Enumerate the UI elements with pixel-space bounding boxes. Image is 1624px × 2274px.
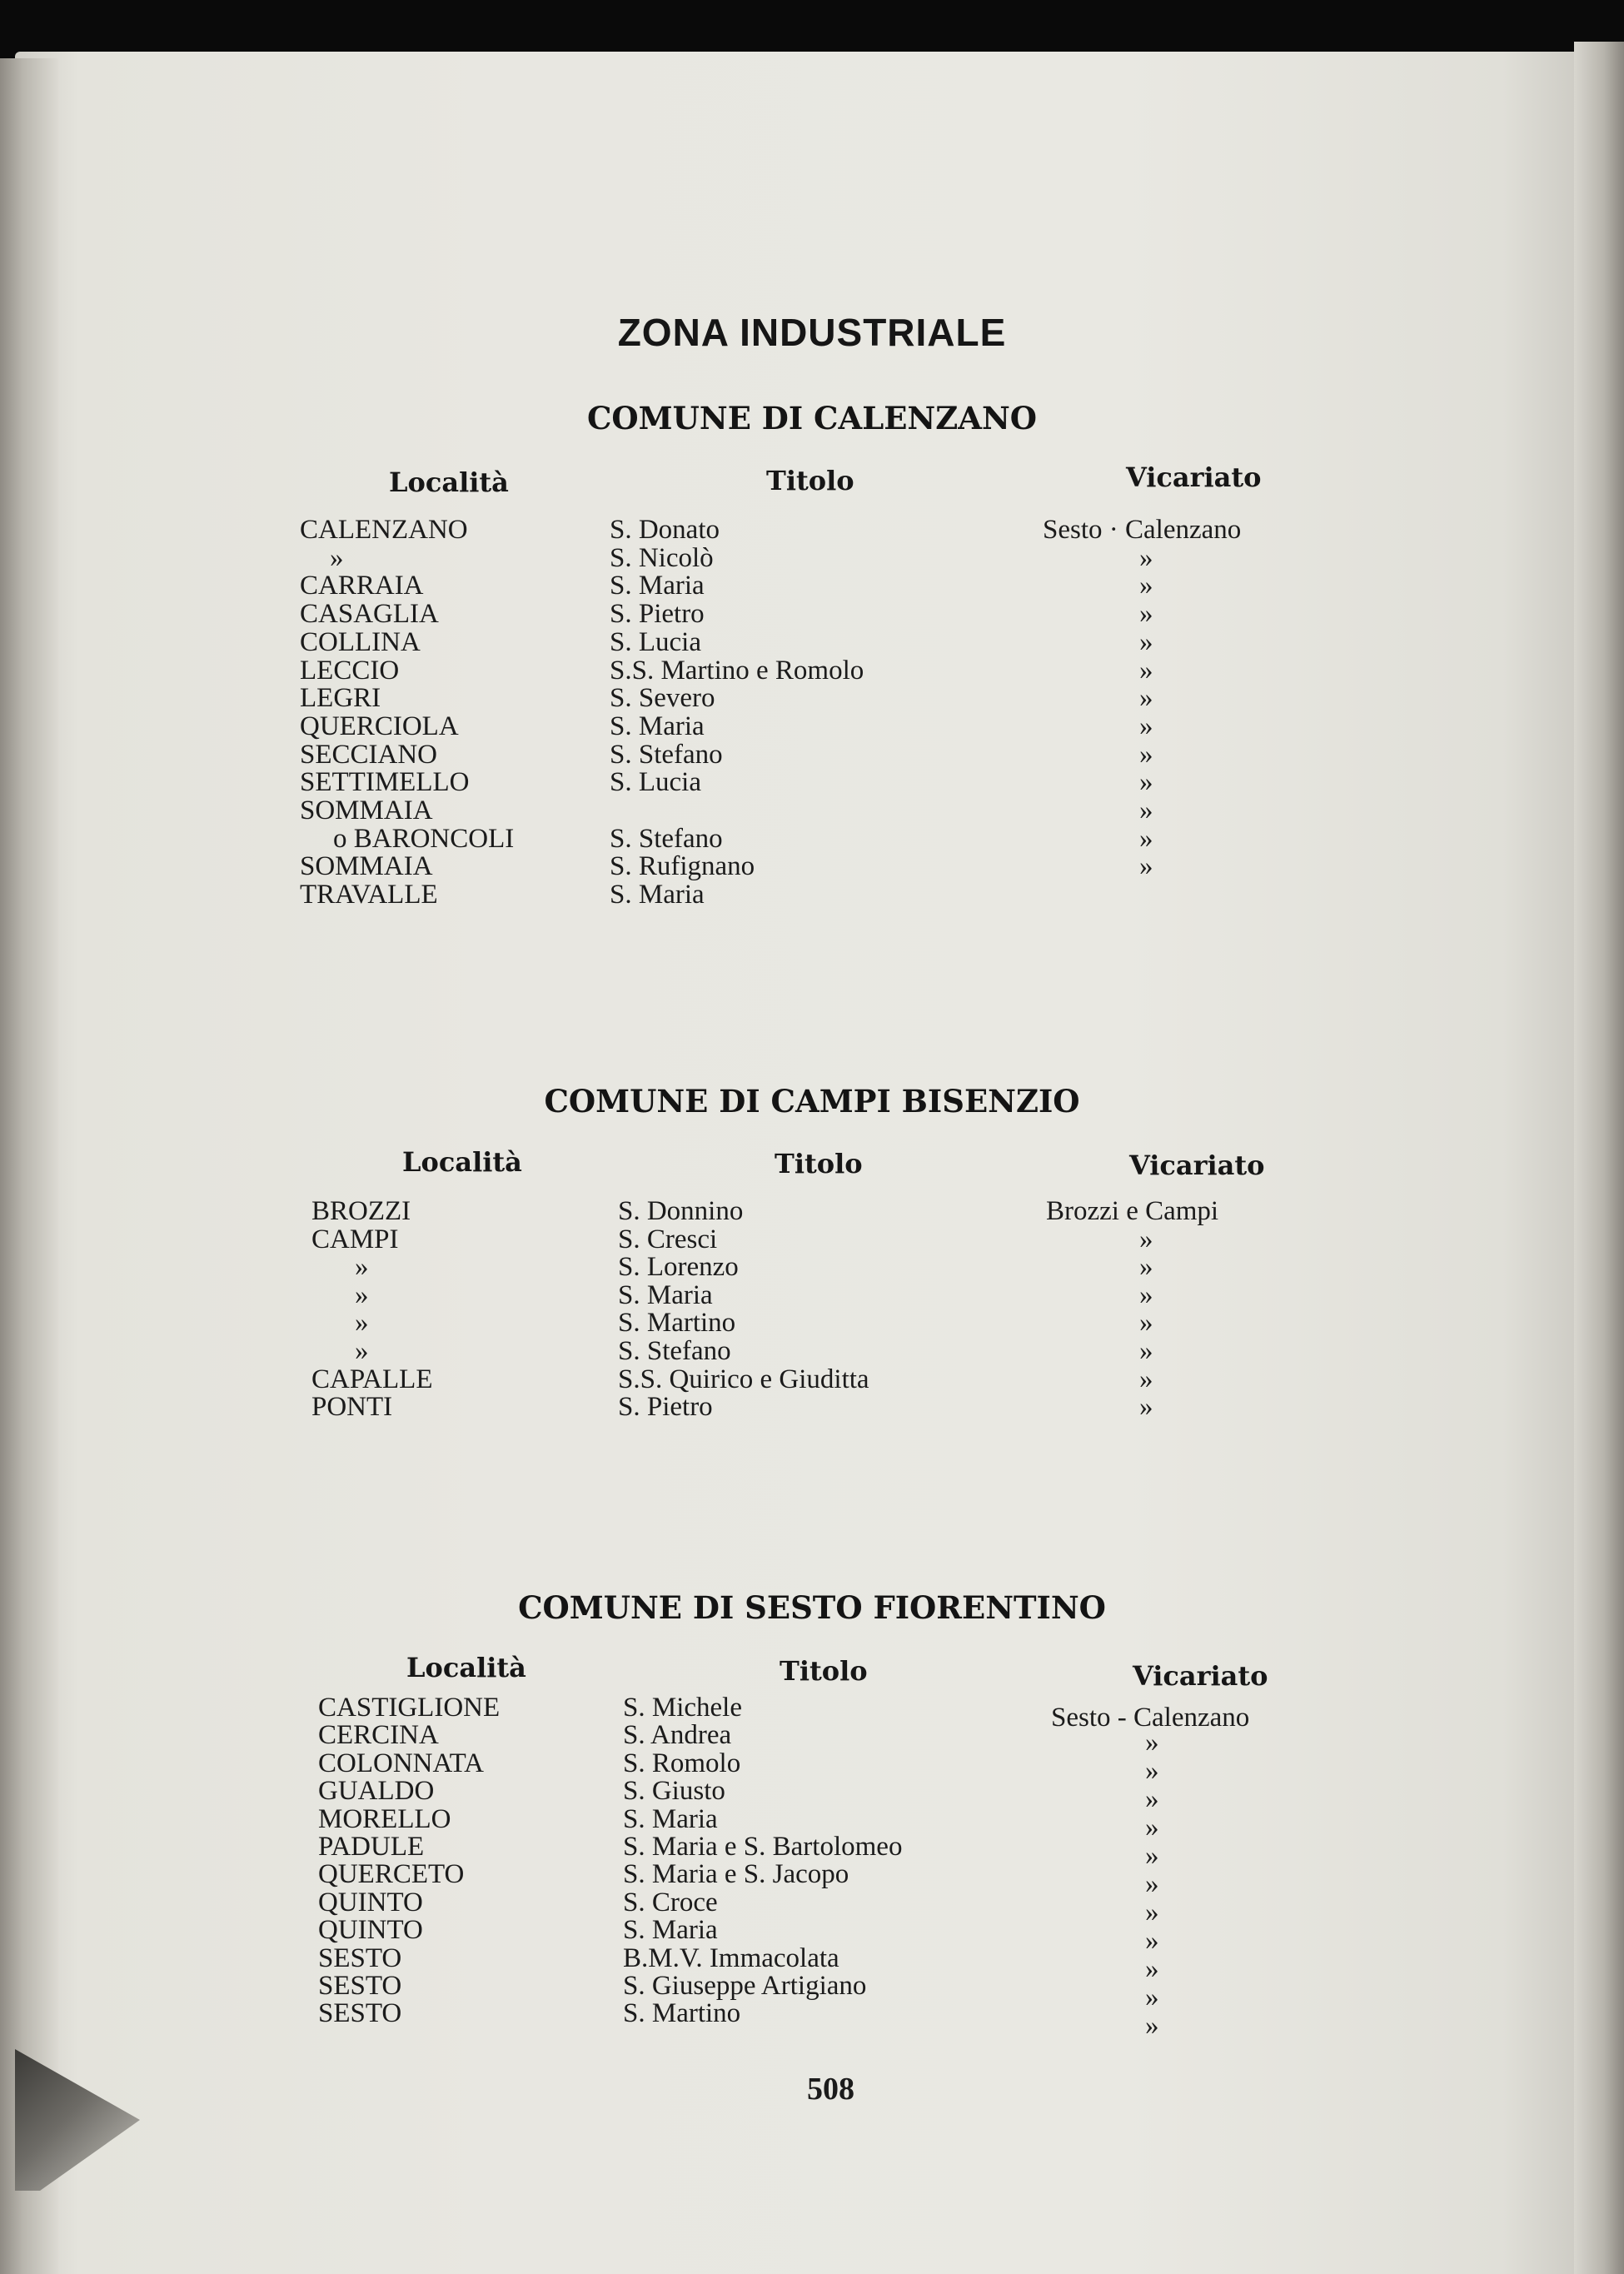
row-titolo: S. Maria (623, 1803, 718, 1834)
row-localita: » (355, 1279, 369, 1310)
row-titolo: S. Lucia (610, 767, 701, 798)
row-titolo: S. Martino (618, 1308, 736, 1339)
row-vicariato: » (1139, 851, 1153, 882)
row-vicariato: » (1139, 571, 1153, 601)
row-titolo: S. Nicolò (610, 542, 714, 573)
column-header-localita: Località (406, 1652, 526, 1683)
column-header-titolo: Titolo (766, 465, 854, 496)
page-title: ZONA INDUSTRIALE (617, 311, 1007, 354)
row-vicariato: » (1145, 2011, 1159, 2041)
row-localita: SOMMAIA (300, 795, 433, 825)
row-vicariato: » (1145, 1813, 1159, 1843)
page-edge-right (1574, 42, 1624, 2274)
row-vicariato: » (1139, 795, 1153, 825)
row-titolo: S.S. Quirico e Giuditta (618, 1364, 869, 1394)
row-vicariato: Sesto · Calenzano (1043, 515, 1242, 545)
row-titolo: S. Andrea (623, 1720, 732, 1751)
row-vicariato: » (1145, 1926, 1159, 1956)
row-localita: SECCIANO (300, 739, 438, 770)
row-vicariato: » (1139, 1252, 1153, 1283)
page-number: 508 (807, 2072, 854, 2107)
row-localita: » (330, 542, 344, 573)
row-localita: QUERCETO (318, 1859, 465, 1890)
row-titolo: S. Stefano (610, 739, 723, 770)
column-header-vicariato: Vicariato (1126, 461, 1262, 493)
row-vicariato: » (1139, 823, 1153, 854)
row-titolo: S. Giuseppe Artigiano (623, 1971, 867, 2001)
row-vicariato: » (1139, 1364, 1153, 1394)
row-localita: SESTO (318, 1942, 402, 1973)
row-titolo: S. Lorenzo (618, 1252, 739, 1283)
comune-title: COMUNE DI CAMPI BISENZIO (544, 1083, 1080, 1120)
row-localita: CASAGLIA (300, 599, 439, 630)
column-header-titolo: Titolo (780, 1655, 868, 1687)
comune-title: COMUNE DI SESTO FIORENTINO (518, 1589, 1106, 1626)
page-edge-left (0, 58, 58, 2274)
row-localita: » (355, 1252, 369, 1283)
row-vicariato: » (1145, 1954, 1159, 1984)
row-vicariato: » (1139, 655, 1153, 686)
row-localita: TRAVALLE (300, 880, 438, 910)
row-vicariato: » (1139, 1392, 1153, 1423)
row-localita: o BARONCOLI (333, 823, 515, 854)
column-header-localita: Località (389, 466, 509, 498)
row-titolo: S. Pietro (610, 599, 705, 630)
row-localita: COLONNATA (318, 1748, 485, 1778)
row-vicariato: » (1139, 767, 1153, 798)
row-vicariato: » (1145, 1982, 1159, 2012)
row-titolo: S. Lucia (610, 626, 701, 657)
row-localita: QUINTO (318, 1915, 423, 1946)
row-titolo: S. Maria (610, 880, 705, 910)
row-vicariato: » (1145, 1897, 1159, 1927)
column-header-titolo: Titolo (775, 1148, 863, 1179)
row-localita: GUALDO (318, 1776, 435, 1807)
row-localita: QUINTO (318, 1887, 423, 1917)
row-localita: » (355, 1336, 369, 1366)
column-header-vicariato: Vicariato (1129, 1149, 1265, 1181)
row-localita: SETTIMELLO (300, 767, 470, 798)
row-vicariato: » (1145, 1869, 1159, 1899)
row-titolo: S. Donato (610, 515, 720, 545)
row-titolo: S.S. Martino e Romolo (610, 655, 864, 686)
row-vicariato: » (1139, 626, 1153, 657)
row-titolo: S. Severo (610, 683, 715, 714)
row-titolo: S. Michele (623, 1693, 742, 1723)
row-vicariato: » (1139, 711, 1153, 741)
row-titolo: S. Maria e S. Bartolomeo (623, 1832, 903, 1862)
row-titolo: B.M.V. Immacolata (623, 1942, 839, 1973)
row-titolo: S. Stefano (610, 823, 723, 854)
row-localita: SESTO (318, 1971, 402, 2001)
column-header-localita: Località (402, 1146, 522, 1178)
row-titolo: S. Croce (623, 1887, 718, 1917)
row-vicariato: » (1139, 1224, 1153, 1254)
row-vicariato: » (1139, 683, 1153, 714)
row-localita: CARRAIA (300, 571, 424, 601)
row-localita: PONTI (311, 1392, 393, 1423)
row-titolo: S. Stefano (618, 1336, 731, 1366)
row-vicariato: » (1139, 739, 1153, 770)
row-vicariato: » (1139, 542, 1153, 573)
row-localita: PADULE (318, 1832, 425, 1862)
row-vicariato: » (1145, 1728, 1159, 1758)
row-localita: CASTIGLIONE (318, 1693, 501, 1723)
row-localita: CALENZANO (300, 515, 468, 545)
row-localita: CAMPI (311, 1224, 399, 1254)
row-localita: LEGRI (300, 683, 381, 714)
row-titolo: S. Maria (618, 1279, 713, 1310)
row-titolo: S. Maria (610, 571, 705, 601)
column-header-vicariato: Vicariato (1133, 1660, 1268, 1692)
row-vicariato: » (1145, 1841, 1159, 1871)
row-titolo: S. Pietro (618, 1392, 713, 1423)
row-localita: QUERCIOLA (300, 711, 459, 741)
row-titolo: S. Giusto (623, 1776, 725, 1807)
row-titolo: S. Maria (610, 711, 705, 741)
row-localita: COLLINA (300, 626, 421, 657)
row-vicariato: » (1139, 1308, 1153, 1339)
row-localita: CAPALLE (311, 1364, 433, 1394)
row-titolo: S. Cresci (618, 1224, 718, 1254)
row-vicariato: » (1145, 1784, 1159, 1814)
row-vicariato: » (1145, 1756, 1159, 1786)
row-localita: BROZZI (311, 1196, 411, 1226)
row-titolo: S. Maria e S. Jacopo (623, 1859, 849, 1890)
row-titolo: S. Rufignano (610, 851, 755, 882)
comune-title: COMUNE DI CALENZANO (586, 400, 1038, 436)
row-localita: SESTO (318, 1998, 402, 2029)
row-localita: LECCIO (300, 655, 400, 686)
row-vicariato: Brozzi e Campi (1046, 1196, 1219, 1226)
row-titolo: S. Romolo (623, 1748, 741, 1778)
row-localita: CERCINA (318, 1720, 439, 1751)
row-vicariato: » (1139, 1336, 1153, 1366)
row-localita: » (355, 1308, 369, 1339)
row-titolo: S. Martino (623, 1998, 741, 2029)
row-vicariato: » (1139, 1279, 1153, 1310)
row-titolo: S. Maria (623, 1915, 718, 1946)
row-localita: SOMMAIA (300, 851, 433, 882)
row-localita: MORELLO (318, 1803, 451, 1834)
row-vicariato: Sesto - Calenzano (1051, 1703, 1250, 1733)
row-titolo: S. Donnino (618, 1196, 744, 1226)
row-vicariato: » (1139, 599, 1153, 630)
